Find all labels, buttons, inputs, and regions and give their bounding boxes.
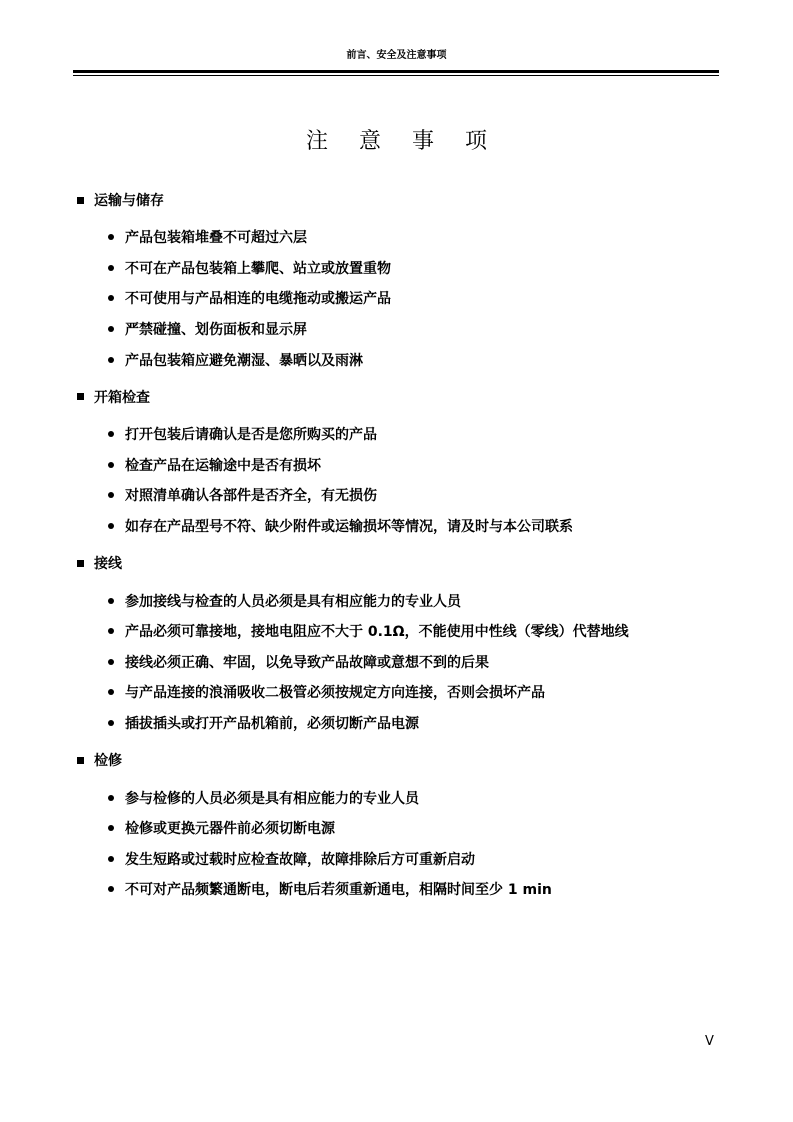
dot-bullet-icon (108, 689, 114, 695)
section-heading-label: 运输与储存 (94, 193, 164, 209)
list-item-text: 对照清单确认各部件是否齐全，有无损伤 (125, 488, 377, 505)
dot-bullet-icon (108, 523, 114, 529)
section-heading (76, 551, 716, 575)
dot-bullet-icon (108, 628, 114, 634)
section-heading-label: 接线 (94, 556, 122, 573)
list-item (76, 616, 716, 647)
section-heading (76, 188, 716, 212)
section-heading-label: 开箱检查 (94, 389, 150, 406)
section-maintenance (76, 748, 716, 904)
dot-bullet-icon (108, 886, 114, 892)
list-item-text: 与产品连接的浪涌吸收二极管必须按规定方向连接，否则会损坏产品 (125, 685, 545, 702)
list-item (76, 647, 716, 678)
dot-bullet-icon (108, 720, 114, 726)
dot-bullet-icon (108, 431, 114, 437)
list-item (76, 782, 716, 813)
list-item-text: 如存在产品型号不符、缺少附件或运输损坏等情况，请及时与本公司联系 (125, 519, 573, 536)
bullet-list (76, 419, 716, 541)
list-item (76, 450, 716, 481)
square-bullet-icon (77, 393, 84, 400)
list-item-text: 不可对产品频繁通断电，断电后若须重新通电，相隔时间至少 1 min (125, 882, 552, 899)
section-heading (76, 385, 716, 409)
list-item (76, 844, 716, 875)
list-item-text: 检查产品在运输途中是否有损坏 (125, 457, 321, 474)
running-header-title: 前言、安全及注意事项 (346, 50, 447, 61)
dot-bullet-icon (108, 326, 114, 332)
list-item (76, 344, 716, 375)
list-item-text: 插拔插头或打开产品机箱前，必须切断产品电源 (125, 716, 419, 733)
list-item (76, 253, 716, 284)
list-item-text: 参与检修的人员必须是具有相应能力的专业人员 (125, 790, 419, 807)
list-item (76, 222, 716, 253)
dot-bullet-icon (108, 265, 114, 271)
dot-bullet-icon (108, 462, 114, 468)
list-item (76, 874, 716, 905)
dot-bullet-icon (108, 795, 114, 801)
bullet-list (76, 222, 716, 375)
list-item-text: 严禁碰撞、划伤面板和显示屏 (125, 322, 307, 339)
list-item (76, 708, 716, 739)
list-item (76, 283, 716, 314)
dot-bullet-icon (108, 856, 114, 862)
section-wiring (76, 551, 716, 738)
list-item (76, 511, 716, 542)
page-title: 注 意 事 项 (306, 129, 499, 154)
dot-bullet-icon (108, 598, 114, 604)
dot-bullet-icon (108, 492, 114, 498)
list-item-text: 不可使用与产品相连的电缆拖动或搬运产品 (125, 291, 391, 308)
section-heading-label: 检修 (94, 753, 122, 770)
section-heading (76, 748, 716, 772)
square-bullet-icon (77, 560, 84, 567)
list-item (76, 585, 716, 616)
list-item-text: 产品必须可靠接地，接地电阻应不大于 0.1Ω，不能使用中性线（零线）代替地线 (125, 624, 629, 641)
list-item-text: 发生短路或过载时应检查故障，故障排除后方可重新启动 (125, 851, 475, 868)
list-item (76, 419, 716, 450)
section-transport-storage (76, 188, 716, 375)
list-item-text: 产品包装箱堆叠不可超过六层 (125, 230, 307, 247)
list-item (76, 480, 716, 511)
dot-bullet-icon (108, 825, 114, 831)
dot-bullet-icon (108, 295, 114, 301)
list-item-text: 打开包装后请确认是否是您所购买的产品 (125, 427, 377, 444)
list-item-text: 检修或更换元器件前必须切断电源 (125, 821, 335, 838)
section-unboxing-check (76, 385, 716, 541)
notice-content (76, 188, 716, 915)
list-item-text: 不可在产品包装箱上攀爬、站立或放置重物 (125, 260, 391, 277)
list-item (76, 677, 716, 708)
list-item-text: 参加接线与检查的人员必须是具有相应能力的专业人员 (125, 593, 461, 610)
page-number: V (705, 1034, 714, 1049)
dot-bullet-icon (108, 357, 114, 363)
list-item (76, 813, 716, 844)
bullet-list (76, 782, 716, 904)
dot-bullet-icon (108, 659, 114, 665)
list-item (76, 314, 716, 345)
square-bullet-icon (77, 757, 84, 764)
square-bullet-icon (77, 197, 84, 204)
list-item-text: 接线必须正确、牢固，以免导致产品故障或意想不到的后果 (125, 654, 489, 671)
header-rule-thick (73, 70, 719, 73)
list-item-text: 产品包装箱应避免潮湿、暴晒以及雨淋 (125, 352, 363, 369)
dot-bullet-icon (108, 234, 114, 240)
bullet-list (76, 585, 716, 738)
header-rule-thin (73, 75, 719, 76)
